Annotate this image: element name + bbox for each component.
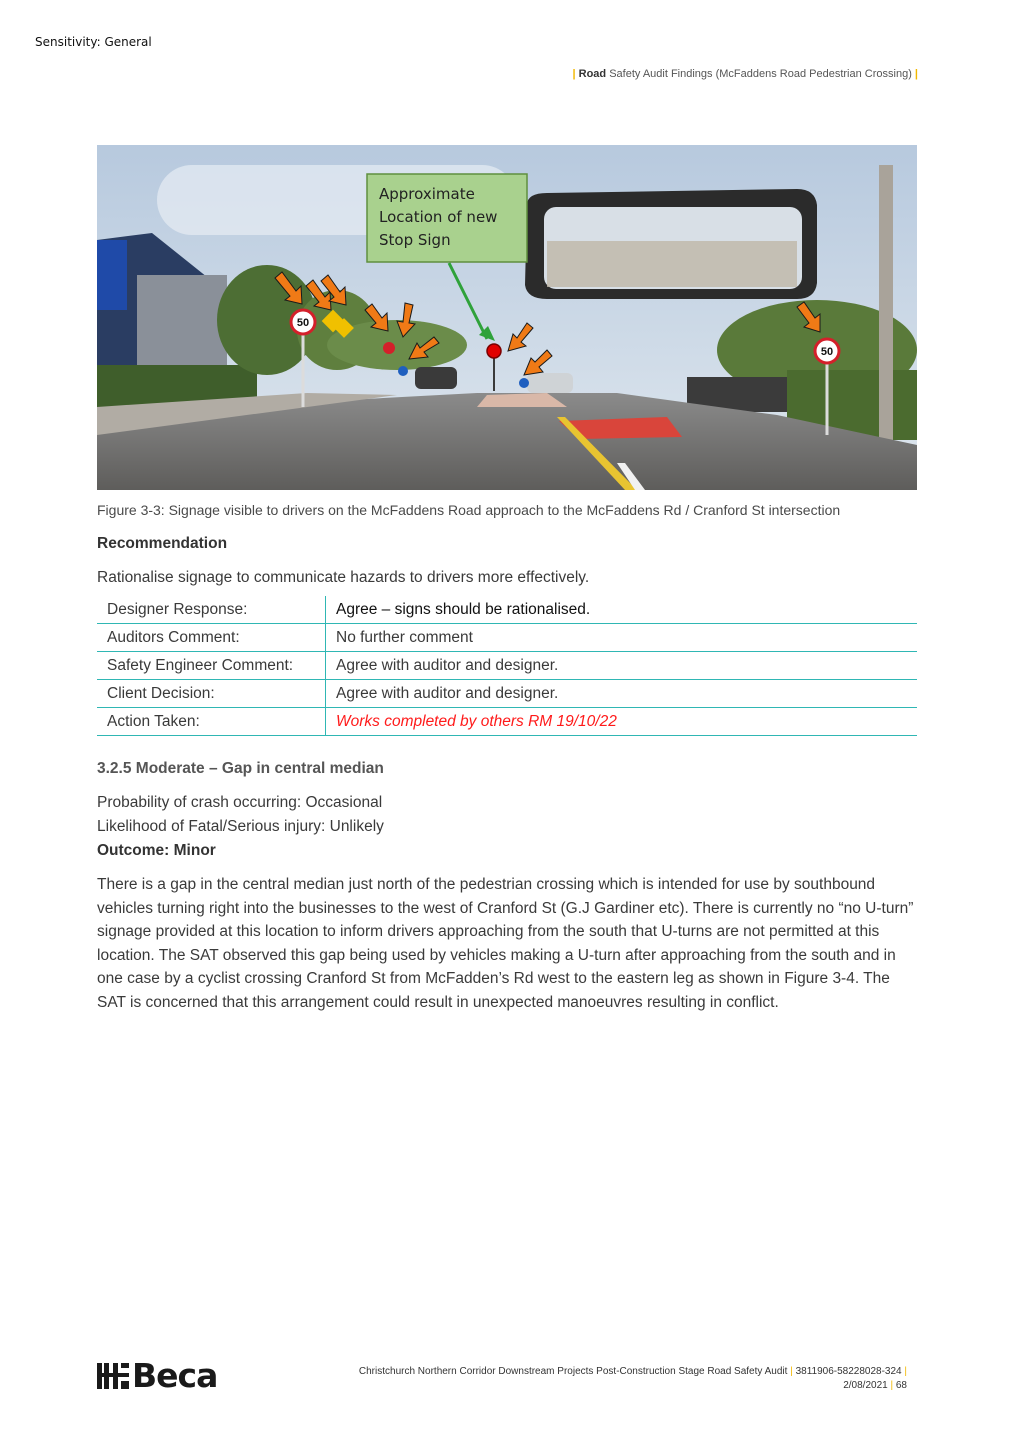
running-header [573,68,919,80]
speed-sign-right-label: 50 [820,346,834,358]
footer-separator: | [790,1366,793,1377]
section-body: There is a gap in the central median just north of the pedestrian crossing which is intended for use by southbound vehicles turning right into the businesses to the west of Cranford St (G.J Gardiner etc). There is currently no “no U-turn” signage provided at this location to inform drivers approaching from the south that U-turns are not permitted at this location. The SAT observed this gap being used by vehicles making a U-turn after approaching from the south and in one case by a cyclist crossing Cranford St from McFadden’s Rd west to the eastern leg as shown in Figure 3-4. The SAT is concerned that this arrangement could result in unexpected manoeuvres resulting in conflict. [97,876,914,1011]
table-row [97,624,917,652]
section-heading: 3.2.5 Moderate – Gap in central median [97,760,384,777]
row-value: Agree – signs should be rationalised. [326,596,918,624]
building-sign [97,240,127,310]
speed-sign-left-label: 50 [296,317,310,329]
beca-logo [97,1356,218,1395]
footer-title: Christchurch Northern Corridor Downstream Projects Post-Construction Stage Road Safety Audit [358,1366,788,1377]
row-label: Safety Engineer Comment: [97,652,326,680]
header-bold: Road [578,68,607,80]
response-table [97,596,917,736]
row-value: No further comment [326,624,918,652]
beca-logo-icon [97,1361,129,1391]
header-title: Safety Audit Findings (McFaddens Road Pedestrian Crossing) [609,68,912,80]
recommendation-heading: Recommendation [97,535,228,552]
sensitivity-label: Sensitivity: General [35,35,152,49]
row-label: Client Decision: [97,680,326,708]
footer-date: 2/08/2021 [843,1380,888,1391]
figure-photo [97,145,917,490]
outcome-line: Outcome: Minor [97,842,216,859]
callout-line-1: Approximate [379,185,475,203]
building-facade [137,275,227,370]
beca-logo-text: Beca [132,1356,218,1395]
footer-separator: | [904,1366,907,1377]
recommendation-text: Rationalise signage to communicate hazards to drivers more effectively. [97,569,590,586]
table-row [97,596,917,624]
keep-left-sign [519,378,529,388]
utility-pole [879,165,893,445]
row-value: Agree with auditor and designer. [326,680,918,708]
table-row [97,680,917,708]
mirror-reflection [547,241,797,287]
header-separator: | [572,68,576,80]
row-label: Designer Response: [97,596,326,624]
car-right [527,373,573,393]
row-label: Auditors Comment: [97,624,326,652]
action-taken-value: Works completed by others RM 19/10/22 [326,708,918,736]
keep-left-sign [398,366,408,376]
no-entry-sign [383,342,395,354]
callout-line-3: Stop Sign [379,231,451,249]
likelihood-line: Likelihood of Fatal/Serious injury: Unlikely [97,818,384,835]
figure-caption: Figure 3-3: Signage visible to drivers on the McFaddens Road approach to the McFaddens Rd / Cranford St intersection [97,502,841,518]
car-left [415,367,457,389]
footer-doc-number: 3811906-58228028-324 [795,1366,902,1377]
table-row [97,652,917,680]
row-label: Action Taken: [97,708,326,736]
stop-sign-marker [487,344,501,358]
footer-line-2 [843,1380,907,1391]
footer-separator: | [890,1380,894,1391]
road-photo-illustration [97,145,917,490]
row-value: Agree with auditor and designer. [326,652,918,680]
footer-page-number: 68 [895,1380,907,1391]
header-separator: | [914,68,918,80]
probability-line: Probability of crash occurring: Occasional [97,794,383,811]
callout-line-2: Location of new [379,208,498,226]
table-row [97,708,917,736]
footer-line-1 [359,1366,907,1377]
